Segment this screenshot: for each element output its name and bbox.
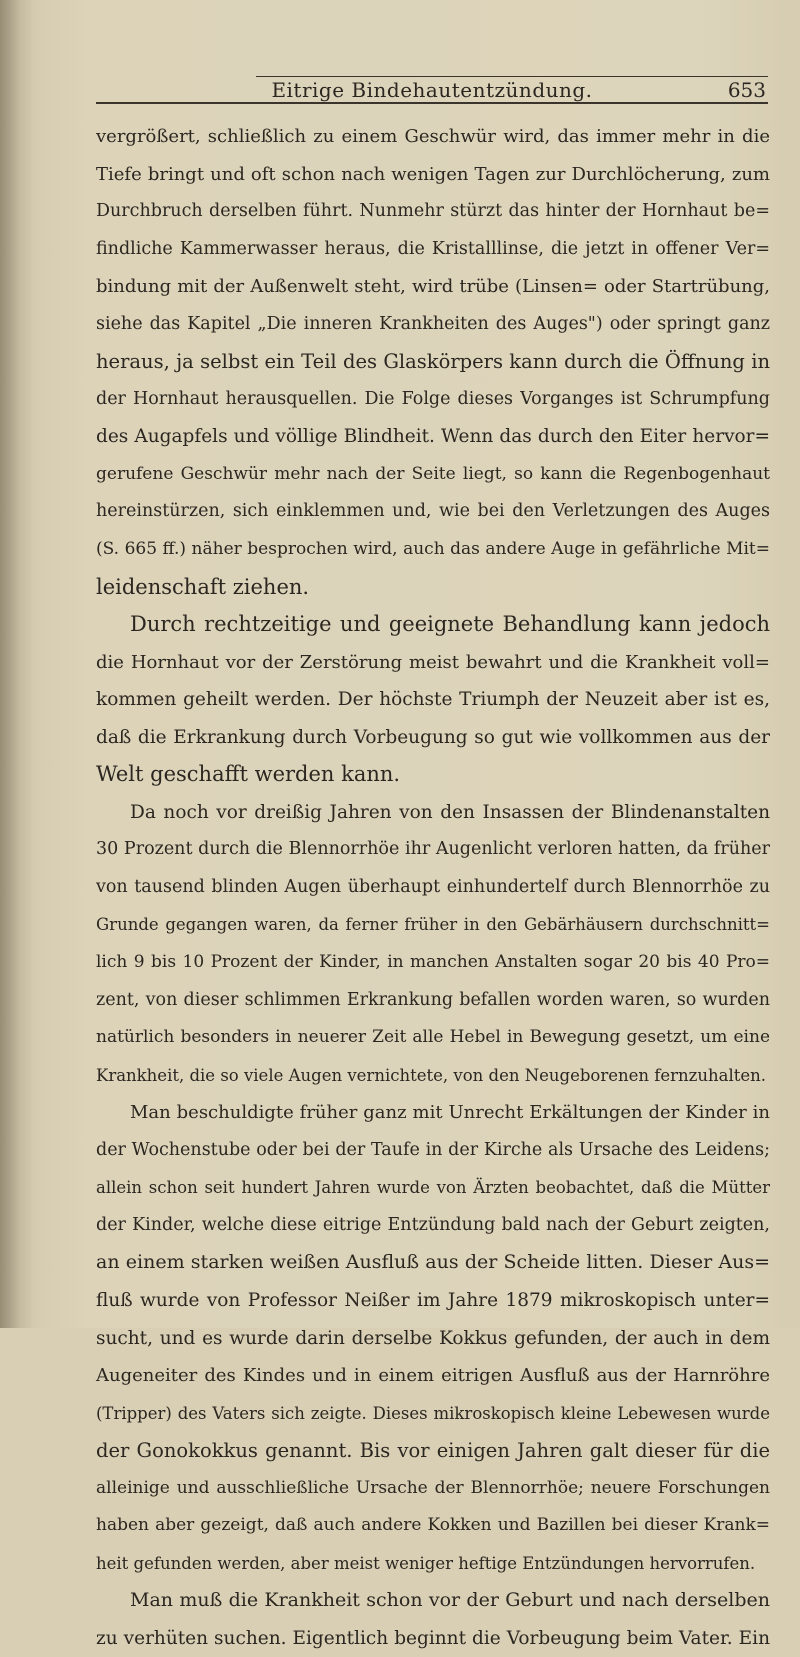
header-rule-top	[256, 76, 768, 77]
text-line: fluß wurde von Professor Neißer im Jahre 1879 mikroskopisch unter=	[96, 1289, 770, 1311]
text-line: des Augapfels und völlige Blindheit. Wenn das durch den Eiter hervor=	[96, 426, 770, 448]
text-line: (S. 665 ff.) näher besprochen wird, auch das andere Auge in gefährliche Mit=	[96, 539, 770, 560]
text-line: (Tripper) des Vaters sich zeigte. Dieses mikroskopisch kleine Lebewesen wurde	[96, 1403, 770, 1423]
text-line: Tiefe bringt und oft schon nach wenigen Tagen zur Durchlöcherung, zum	[96, 163, 770, 185]
text-line: vergrößert, schließlich zu einem Geschwür wird, das immer mehr in die	[96, 126, 770, 147]
text-line: heit gefunden werden, aber meist weniger heftige Entzündungen hervorrufen.	[96, 1553, 756, 1573]
text-line: Krankheit, die so viele Augen vernichtete, von den Neugeborenen fernzuhalten.	[96, 1065, 766, 1085]
page-header	[96, 70, 768, 104]
text-line: Man muß die Krankheit schon vor der Geburt und nach derselben	[130, 1589, 770, 1612]
text-line: natürlich besonders in neuerer Zeit alle Hebel in Bewegung gesetzt, um eine	[96, 1027, 770, 1048]
text-line: Man beschuldigte früher ganz mit Unrecht Erkältungen der Kinder in	[130, 1102, 770, 1124]
text-line: Welt geschafft werden kann.	[96, 762, 401, 787]
text-line: siehe das Kapitel „Die inneren Krankheiten des Auges") oder springt ganz	[96, 313, 770, 334]
text-line: haben aber gezeigt, daß auch andere Kokken und Bazillen bei dieser Krank=	[96, 1515, 770, 1536]
text-line: an einem starken weißen Ausfluß aus der Scheide litten. Dieser Aus=	[96, 1251, 770, 1274]
text-line: gerufene Geschwür mehr nach der Seite liegt, so kann die Regenbogenhaut	[96, 463, 770, 484]
text-line: Grunde gegangen waren, da ferner früher in den Gebärhäusern durchschnitt=	[96, 915, 770, 935]
text-line: hereinstürzen, sich einklemmen und, wie bei den Verletzungen des Auges	[96, 501, 770, 522]
text-line: der Kinder, welche diese eitrige Entzündung bald nach der Geburt zeigten,	[96, 1214, 770, 1235]
text-line: lich 9 bis 10 Prozent der Kinder, in manchen Anstalten sogar 20 bis 40 Pro=	[96, 952, 770, 973]
text-line: der Wochenstube oder bei der Taufe in der Kirche als Ursache des Leidens;	[96, 1139, 770, 1160]
text-line: bindung mit der Außenwelt steht, wird trübe (Linsen= oder Startrübung,	[96, 276, 770, 298]
running-title: Eitrige Bindehautentzündung.	[271, 78, 593, 102]
header-rule-bottom	[96, 102, 768, 104]
text-line: Da noch vor dreißig Jahren von den Insassen der Blindenanstalten	[130, 801, 770, 823]
text-line: alleinige und ausschließliche Ursache der Blennorrhöe; neuere Forschungen	[96, 1477, 770, 1498]
text-line: kommen geheilt werden. Der höchste Triumph der Neuzeit aber ist es,	[96, 689, 770, 711]
text-line: daß die Erkrankung durch Vorbeugung so gut wie vollkommen aus der	[96, 726, 770, 748]
text-line: leidenschaft ziehen.	[96, 574, 310, 599]
text-line: allein schon seit hundert Jahren wurde von Ärzten beobachtet, daß die Mütter	[96, 1178, 770, 1198]
text-line: findliche Kammerwasser heraus, die Kristalllinse, die jetzt in offener Ver=	[96, 238, 770, 259]
body-text	[96, 118, 770, 1657]
text-line: Durch rechtzeitige und geeignete Behandlung kann jedoch	[130, 612, 770, 637]
text-line: Durchbruch derselben führt. Nunmehr stürzt das hinter der Hornhaut be=	[96, 201, 770, 222]
text-line: der Hornhaut herausquellen. Die Folge dieses Vorganges ist Schrumpfung	[96, 388, 770, 409]
text-line: 30 Prozent durch die Blennorrhöe ihr Augenlicht verloren hatten, da früher	[96, 839, 770, 860]
text-line: sucht, und es wurde darin derselbe Kokkus gefunden, der auch in dem	[96, 1327, 770, 1349]
page-gutter-shadow	[0, 0, 34, 1328]
text-line: die Hornhaut vor der Zerstörung meist bewahrt und die Krankheit voll=	[96, 651, 770, 673]
text-line: zent, von dieser schlimmen Erkrankung befallen worden waren, so wurden	[96, 989, 770, 1010]
text-line: Augeneiter des Kindes und in einem eitrigen Ausfluß aus der Harnröhre	[96, 1365, 770, 1387]
text-line: der Gonokokkus genannt. Bis vor einigen Jahren galt dieser für die	[96, 1439, 770, 1463]
text-line: zu verhüten suchen. Eigentlich beginnt die Vorbeugung beim Vater. Ein	[96, 1627, 770, 1649]
text-line: heraus, ja selbst ein Teil des Glaskörpers kann durch die Öffnung in	[96, 350, 770, 374]
page-number: 653	[727, 78, 766, 102]
text-line: von tausend blinden Augen überhaupt einhundertelf durch Blennorrhöe zu	[96, 876, 770, 897]
